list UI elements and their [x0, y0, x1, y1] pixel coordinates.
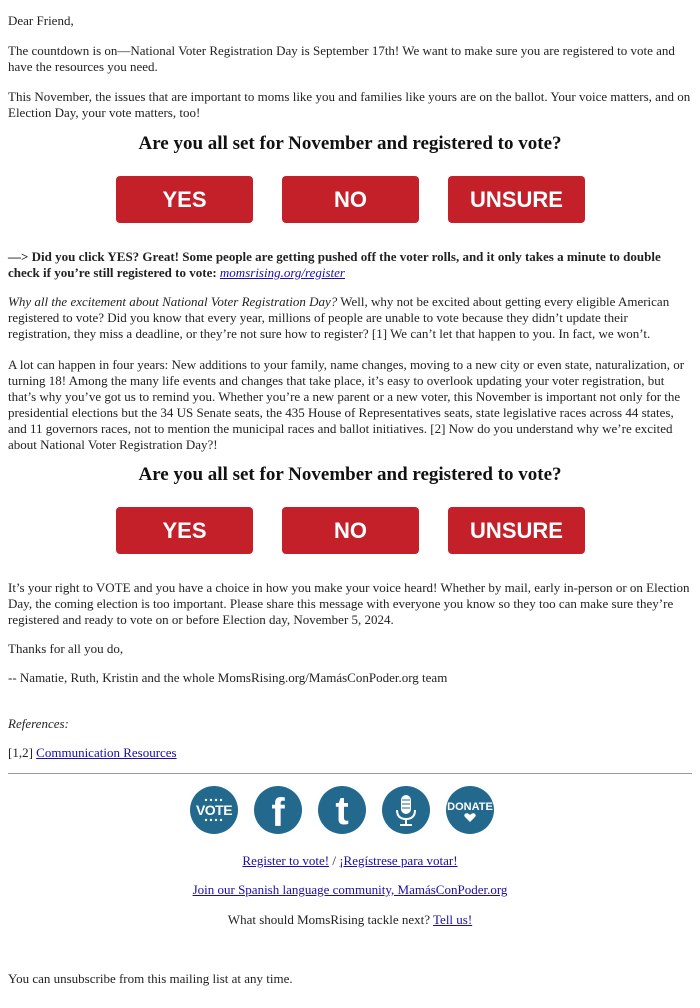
vote-icon[interactable] [190, 786, 238, 834]
excitement-paragraph [8, 294, 692, 342]
spanish-community-line [8, 882, 692, 898]
vote-icon-label: VOTE [195, 802, 233, 818]
references-line [8, 745, 692, 761]
register-to-vote-link[interactable]: Register to vote! [242, 853, 330, 868]
register-check-link[interactable]: momsrising.org/register [219, 265, 345, 280]
footer-divider [8, 773, 692, 774]
thanks-line: Thanks for all you do, [8, 641, 124, 656]
four-years-paragraph: A lot can happen in four years: New additions to your family, name changes, moving to a new city or even state, naturalization, or turning 18! Among the many life events and changes that take place, it’s easy to overlook updating your voter registration, but that’s why you’ve got us to remind you. Whether you’re a new parent or a new voter, this November is important not only for the presidential elections but the 34 US Senate seats, the 435 House of Representatives seats, state legislative races across 44 states, and 11 governors races, not to mention the municipal races and ballot initiatives. [2] Now do you understand why we’re excited about National Voter Registration Day?! [8, 357, 685, 452]
tackle-line [8, 912, 692, 928]
yes-button[interactable]: YES [116, 507, 253, 554]
footer-icon-row [8, 786, 692, 836]
heart-icon [446, 786, 494, 834]
answer-buttons-1 [8, 176, 692, 223]
microphone-icon[interactable] [382, 786, 430, 834]
reference-number: [1,2] [8, 745, 37, 760]
vote-question-1: Are you all set for November and registered to vote? [138, 133, 562, 154]
twitter-icon[interactable] [318, 786, 366, 834]
spanish-community-link[interactable]: Join our Spanish language community, MamásConPoder.org [192, 882, 508, 897]
signature: -- Namatie, Ruth, Kristin and the whole MomsRising.org/MamásConPoder.org team [8, 670, 448, 685]
communication-resources-link[interactable]: Communication Resources [36, 745, 177, 760]
link-separator: / [329, 853, 340, 868]
no-button[interactable]: NO [282, 507, 419, 554]
answer-buttons-2 [8, 507, 692, 554]
excitement-lead: Why all the excitement about National Voter Registration Day? [8, 294, 338, 309]
right-to-vote-paragraph: It’s your right to VOTE and you have a choice in how you make your voice heard! Whether by mail, early in-person or on Election Day, the coming election is too important. Please share this message with everyone you know so they too can make sure they’re registered and ready to vote on or before Election day, November 5, 2024. [8, 580, 690, 627]
yes-followup [8, 249, 692, 281]
microphone-icon-shape [382, 786, 430, 834]
facebook-icon[interactable] [254, 786, 302, 834]
register-links-line [8, 853, 692, 869]
tackle-text: What should MomsRising tackle next? [227, 912, 434, 927]
vote-question-2: Are you all set for November and registered to vote? [138, 464, 562, 485]
unsure-button[interactable]: UNSURE [448, 176, 585, 223]
unsubscribe-text: You can unsubscribe from this mailing list at any time. [8, 971, 293, 986]
intro-paragraph: The countdown is on—National Voter Registration Day is September 17th! We want to make sure you are registered to vote and have the resources you need. [8, 43, 675, 74]
donate-icon-label: DONATE [447, 801, 493, 813]
donate-icon[interactable] [446, 786, 494, 834]
facebook-icon-glyph: f [271, 791, 285, 835]
references-label: References: [8, 716, 69, 731]
yes-button[interactable]: YES [116, 176, 253, 223]
yes-followup-text: —> Did you click YES? Great! Some people are getting pushed off the voter rolls, and it only takes a minute to double check if you’re still registered to vote: [8, 249, 661, 280]
twitter-icon-glyph: t [335, 789, 349, 833]
unsure-button[interactable]: UNSURE [448, 507, 585, 554]
no-button[interactable]: NO [282, 176, 419, 223]
registrese-link[interactable]: ¡Regístrese para votar! [339, 853, 458, 868]
issues-paragraph: This November, the issues that are important to moms like you and families like yours are on the ballot. Your voice matters, and on Election Day, your vote matters, too! [8, 89, 691, 120]
tell-us-link[interactable]: Tell us! [433, 912, 473, 927]
greeting: Dear Friend, [8, 13, 74, 28]
excitement-body: Well, why not be excited about getting every eligible American registered to vote? Did you know that every year, millions of people are unable to vote because they didn’t update their registration, they miss a deadline, or they’re not sure how to register? [1] We can’t let that happen to you. In fact, we won’t. [8, 294, 670, 341]
